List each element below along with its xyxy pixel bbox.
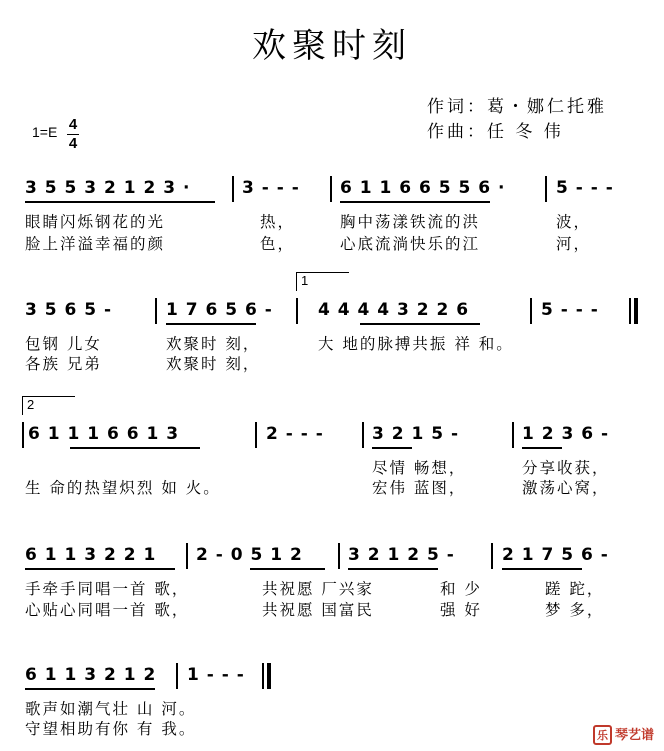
- beam-underline: [250, 568, 325, 570]
- lyric-verse-1: 包钢 儿女: [25, 335, 102, 353]
- time-signature-top: 4: [68, 116, 78, 133]
- lyric-verse-1: 手牵手同唱一首 歌，: [25, 580, 190, 598]
- measure-notes: 2 1 7 5 6 -: [502, 545, 609, 565]
- lyric-verse-1: 欢聚时 刻，: [166, 335, 261, 353]
- key-signature: 1=E: [32, 124, 58, 140]
- beam-underline: [360, 323, 480, 325]
- measure-notes: 1 - - -: [187, 665, 245, 685]
- barline: [338, 543, 340, 569]
- beam-underline: [25, 688, 155, 690]
- volta-number: 2: [27, 397, 35, 412]
- barline: [22, 422, 24, 448]
- volta-bracket-2: [22, 396, 75, 415]
- lyric-verse-2: 心底流淌快乐的江: [340, 235, 481, 253]
- composer-credit: 作曲：任 冬 伟: [427, 122, 564, 142]
- volta-bracket-1: [296, 272, 349, 291]
- lyric-verse-1: 尽情 畅想，: [372, 459, 467, 477]
- measure-notes: 6 1 1 3 2 1 2: [25, 665, 157, 685]
- barline: [232, 176, 234, 202]
- lyric-verse-1: 和 少: [440, 580, 482, 598]
- lyric-verse-2: 脸上洋溢幸福的颜: [25, 235, 166, 253]
- lyric-verse-2: 宏伟 蓝图，: [372, 479, 467, 497]
- lyric-verse-2: 心贴心同唱一首 歌，: [25, 601, 190, 619]
- beam-underline: [70, 447, 200, 449]
- beam-underline: [372, 447, 412, 449]
- measure-notes: 1 7 6 5 6 -: [166, 300, 273, 320]
- lyric-verse-1: 波，: [556, 213, 592, 231]
- page-title: 欢聚时刻: [252, 26, 412, 66]
- final-barline-thick: [267, 663, 271, 689]
- measure-notes: 2 - 0 5 1 2: [196, 545, 303, 565]
- measure-notes: 1 2 3 6 -: [522, 424, 610, 444]
- barline: [491, 543, 493, 569]
- measure-notes: 3 2 1 5 -: [372, 424, 460, 444]
- measure-notes: 2 - - -: [266, 424, 324, 444]
- beam-underline: [25, 568, 175, 570]
- lyricist-credit: 作词：葛・娜仁托雅: [427, 97, 607, 117]
- watermark-logo: [593, 724, 654, 745]
- measure-notes: 5 - - -: [556, 178, 614, 198]
- lyric-verse-1: 分享收获，: [522, 459, 610, 477]
- measure-notes: 4 4 4 4 3 2 2 6: [318, 300, 470, 320]
- measure-notes: 5 - - -: [541, 300, 599, 320]
- time-signature: [67, 117, 79, 152]
- barline: [545, 176, 547, 202]
- lyric-verse-1: 热，: [260, 213, 296, 231]
- measure-notes: 6 1 1 3 2 2 1: [25, 545, 157, 565]
- lyric-verse-2: 生 命的热望炽烈 如 火。: [25, 479, 221, 497]
- measure-notes: 3 5 6 5 -: [25, 300, 113, 320]
- barline: [255, 422, 257, 448]
- lyric-verse-1: 共祝愿 厂兴家: [262, 580, 374, 598]
- measure-notes: 6 1 1 6 6 5 5 6 ·: [340, 178, 506, 198]
- lyric-verse-2: 欢聚时 刻，: [166, 355, 261, 373]
- measure-notes: 3 5 5 3 2 1 2 3 ·: [25, 178, 191, 198]
- lyric-verse-1: 眼睛闪烁钢花的光: [25, 213, 166, 231]
- time-signature-bottom: 4: [68, 135, 78, 152]
- beam-underline: [25, 201, 215, 203]
- measure-notes: 3 - - -: [242, 178, 300, 198]
- measure-notes: 3 2 1 2 5 -: [348, 545, 455, 565]
- barline: [296, 298, 298, 324]
- beam-underline: [166, 323, 256, 325]
- lyric-verse-2: 梦 多，: [545, 601, 605, 619]
- barline: [530, 298, 532, 324]
- beam-underline: [502, 568, 582, 570]
- barline: [155, 298, 157, 324]
- logo-badge: 乐: [593, 725, 612, 745]
- final-barline-thin: [262, 663, 264, 689]
- lyric-verse-1: 蹉 跎，: [545, 580, 605, 598]
- lyric-verse-1: 胸中荡漾铁流的洪: [340, 213, 481, 231]
- measure-notes: 6 1 1 1 6 6 1 3: [28, 424, 180, 444]
- barline: [330, 176, 332, 202]
- lyric-verse-2: 河，: [556, 235, 592, 253]
- lyric-verse-2: 色，: [260, 235, 296, 253]
- barline: [186, 543, 188, 569]
- lyric-verse-2: 共祝愿 国富民: [262, 601, 374, 619]
- beam-underline: [522, 447, 562, 449]
- volta-number: 1: [301, 273, 309, 288]
- repeat-barline-thin: [629, 298, 631, 324]
- beam-underline: [340, 201, 490, 203]
- beam-underline: [348, 568, 438, 570]
- barline: [512, 422, 514, 448]
- repeat-barline-thick: [634, 298, 638, 324]
- lyric-verse-1: 歌声如潮气壮 山 河。: [25, 700, 197, 718]
- logo-text: 琴艺谱: [614, 728, 654, 743]
- lyric-verse-2: 各族 兄弟: [25, 355, 102, 373]
- barline: [362, 422, 364, 448]
- barline: [176, 663, 178, 689]
- lyric-verse-2: 守望相助有你 有 我。: [25, 720, 197, 738]
- lyric-verse-2: 激荡心窝，: [522, 479, 610, 497]
- lyric-verse-2: 强 好: [440, 601, 482, 619]
- lyric-verse-1: 大 地的脉搏共振 祥 和。: [318, 335, 514, 353]
